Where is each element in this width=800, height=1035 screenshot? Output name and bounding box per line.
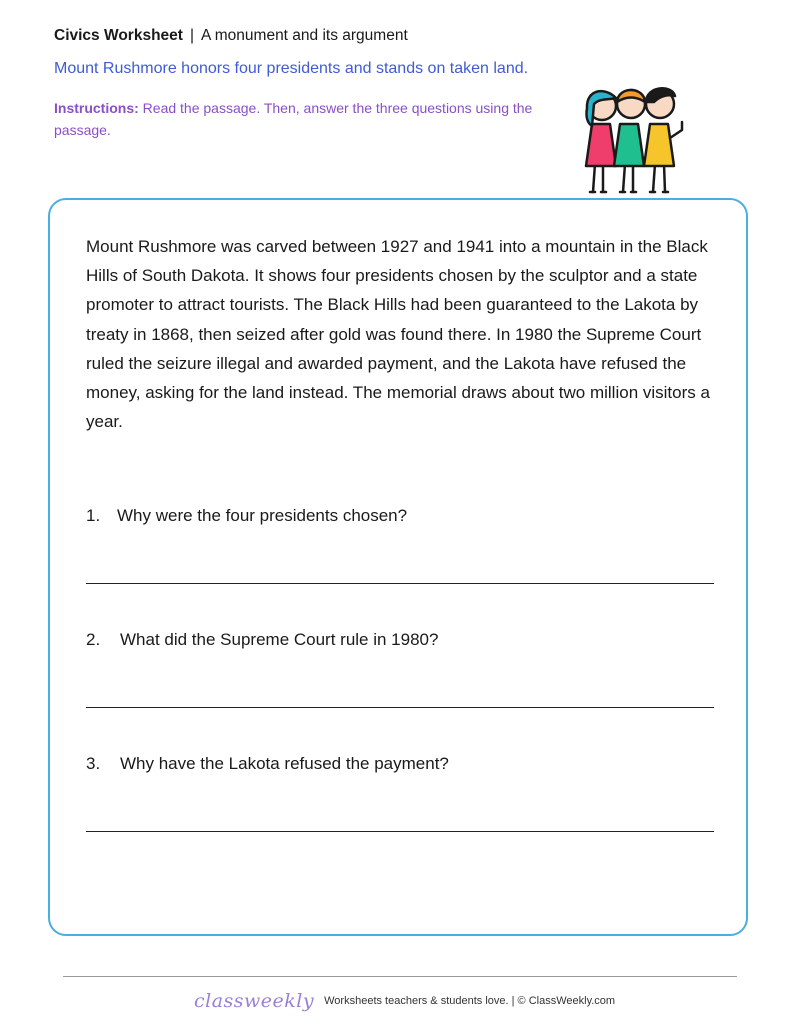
question-2 [86,630,438,650]
instructions-label: Instructions: [54,100,139,116]
worksheet-header [54,27,408,45]
topic-line: Mount Rushmore honors four presidents and stands on taken land. [54,60,529,77]
question-number: 3. [86,754,101,773]
question-3 [86,754,449,774]
instructions-text: Read the passage. Then, answer the three questions using the passage. [54,100,533,138]
header-separator: | [189,27,194,44]
footer-divider [63,976,737,977]
question-number: 1. [86,506,101,525]
footer-tagline: Worksheets teachers & students love. | © ClassWeekly.com [324,995,616,1007]
answer-line-1[interactable] [86,583,714,584]
answer-line-2[interactable] [86,707,714,708]
reading-passage: Mount Rushmore was carved between 1927 and 1941 into a mountain in the Black Hills of South Dakota. It shows four presidents chosen by the sculptor and a state promoter to attract tourists. The Black Hills had been guaranteed to the Lakota by treaty in 1868, then seized after gold was found there. In 1980 the Supreme Court ruled the seizure illegal and awarded payment, and the Lakota have refused the money, asking for the land instead. The memorial draws about two million visitors a year. [86,237,710,432]
footer [194,990,615,1012]
brand-logo: classweekly [194,990,315,1012]
worksheet-title: Civics Worksheet [54,27,183,44]
question-number: 2. [86,630,101,649]
question-1 [86,506,407,526]
answer-line-3[interactable] [86,831,714,832]
instructions [54,97,564,141]
question-text: What did the Supreme Court rule in 1980? [120,630,439,649]
worksheet-subtitle: A monument and its argument [200,27,408,44]
question-text: Why were the four presidents chosen? [117,506,408,525]
question-text: Why have the Lakota refused the payment? [120,754,449,773]
three-kids-icon [578,78,690,196]
